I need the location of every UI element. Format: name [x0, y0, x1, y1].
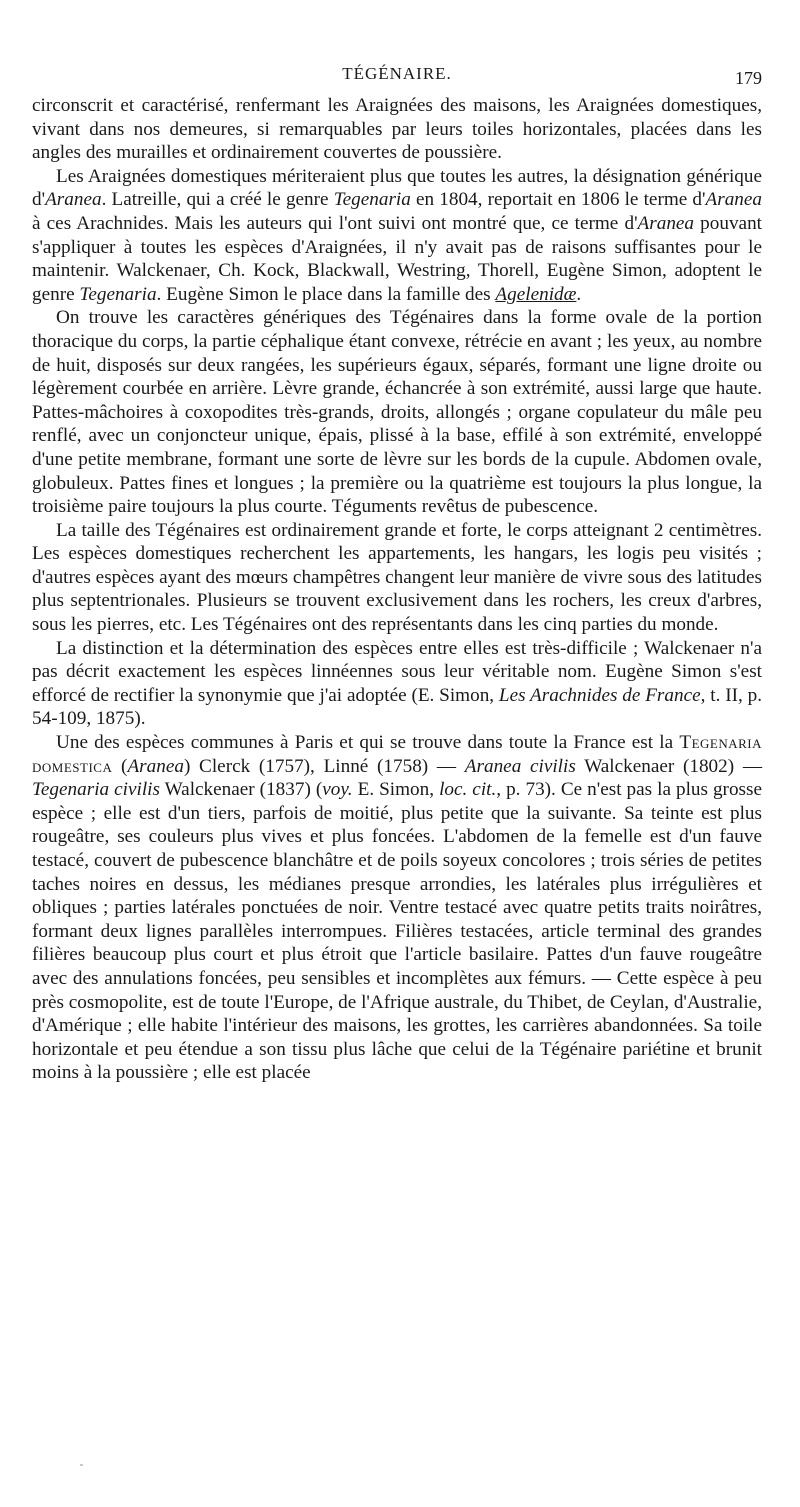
paragraph-5 [32, 731, 762, 1085]
text-segment: Tegenaria [333, 189, 411, 211]
text-segment: Walckenaer (1837) ( [159, 779, 323, 801]
paragraph-2 [32, 306, 762, 518]
text-segment: Walckenaer (1802) — [575, 755, 763, 777]
text-segment: Les Arachnides de France [498, 684, 701, 706]
text-segment: Tegenaria domestica [32, 732, 762, 777]
text-segment: Une des espèces communes à Paris et qui se trouve dans toute la France est la [56, 732, 680, 754]
text-segment: La distinction et la détermination des espèces entre elles est très-difficile ; Walckenaer n'a pas décrit exactement les espèces linnéennes sous leur véritable nom. Eugène Simon s'est efforcé de rectifier la synonymie que j'ai adoptée (E. Simon, [32, 637, 762, 706]
page-header [32, 62, 762, 94]
text-segment: , p. 73). Ce n'est pas la plus grosse espèce ; elle est d'un tiers, parfois de moitié, plus petite que la suivante. Sa teinte est plus rougeâtre, ses couleurs plus vives et plus foncées. L'abdomen de la femelle est d'un fauve testacé, couvert de pubescence blanchâtre et de poils soyeux concolores ; trois séries de petites taches noires en dessus, les médianes presque arrondies, les latérales plus irrégulières et obliques ; parties latérales ponctuées de noir. Ventre testacé avec quatre petits traits noirâtres, formant deux lignes parallèles interrompues. Filières testacées, article terminal des grandes filières beaucoup plus court et plus étroit que l'article basilaire. Pattes d'un fauve rougeâtre avec des annulations foncées, peu sensibles et incomplètes aux fémurs. — Cette espèce à peu près cosmopolite, est de toute l'Europe, de l'Afrique australe, du Thibet, de Ceylan, d'Australie, d'Amérique ; elle habite l'intérieur des maisons, les grottes, les carrières abandonnées. Sa toile horizontale et peu étendue a son tissu plus lâche que celui de la Tégénaire pariétine et brunit moins à la poussière ; elle est placée [32, 779, 762, 1084]
paragraph-1 [32, 165, 762, 307]
body-text [32, 94, 762, 1085]
text-segment: Tegenaria civilis [32, 779, 160, 801]
text-segment: E. Simon, [352, 779, 440, 801]
scan-artifact-line [80, 1464, 740, 1466]
text-segment: , t. II, p. 54-109, 1875). [32, 684, 762, 730]
text-segment: voy. [322, 779, 353, 801]
text-segment: circonscrit et caractérisé, renfermant les Araignées des maisons, les Araignées domestiques, vivant dans nos demeures, si remarquables par leurs toiles horizontales, placées dans les angles des murailles et ordinairement couvertes de poussière. [32, 95, 762, 164]
text-segment: Aranea [705, 189, 762, 211]
text-segment: La taille des Tégénaires est ordinairement grande et forte, le corps atteignant 2 centimètres. Les espèces domestiques recherchent les appartements, les hangars, les logis peu visités ; d'autres espèces ayant des mœurs champêtres changent leur manière de vivre sous des latitudes plus septentrionales. Plusieurs se trouvent exclusivement dans les rochers, les creux d'arbres, sous les pierres, etc. Les Tégénaires ont des représentants dans les cinq parties du monde. [32, 519, 762, 636]
text-segment: Les Araignées domestiques mériteraient plus que toutes les autres, la désignation générique d' [32, 165, 762, 211]
text-segment: ( [112, 755, 128, 777]
text-segment: Aranea [637, 212, 695, 234]
paragraph-3 [32, 519, 762, 637]
text-segment: à ces Arachnides. Mais les auteurs qui l'ont suivi ont montré que, ce terme d' [32, 212, 638, 234]
text-segment: Aranea civilis [464, 755, 576, 777]
text-segment: en 1804, reportait en 1806 le terme d' [410, 189, 706, 211]
text-segment: pouvant s'appliquer à toutes les espèces d'Araignées, il n'y avait pas de raisons suffisantes pour le maintenir. Walckenaer, Ch. Kock, Blackwall, Westring, Thorell, Eugène Simon, adoptent le genre [32, 212, 762, 305]
text-segment: Agelenidæ [495, 283, 577, 305]
text-segment: . Latreille, qui a créé le genre [101, 189, 334, 211]
paragraph-4 [32, 637, 762, 731]
text-segment: . Eugène Simon le place dans la famille des [156, 283, 496, 305]
book-page [32, 62, 762, 1085]
paragraph-0 [32, 94, 762, 165]
text-segment: Tegenaria [79, 283, 157, 305]
text-segment: ) Clerck (1757), Linné (1758) — [183, 755, 465, 777]
text-segment: Aranea [127, 755, 184, 777]
text-segment: On trouve les caractères génériques des Tégénaires dans la forme ovale de la portion thoracique du corps, la partie céphalique étant convexe, rétrécie en avant ; les yeux, au nombre de huit, disposés sur deux rangées, les supérieurs égaux, séparés, formant une ligne droite ou légèrement courbée en arrière. Lèvre grande, échancrée à son extrémité, aussi large que haute. Pattes-mâchoires à coxopodites très-grands, droits, allongés ; organe copulateur du mâle peu renflé, avec un conjoncteur unique, épais, plissé à la base, effilé à son extrémité, enveloppé d'une petite membrane, formant une sorte de lèvre sur les bords de la cupule. Abdomen ovale, globuleux. Pattes fines et longues ; la première ou la quatrième est toujours la plus longue, la troisième paire toujours la plus courte. Téguments revêtus de pubescence. [32, 307, 762, 518]
text-segment: . [576, 283, 582, 305]
page-number: 179 [735, 68, 762, 88]
text-segment: loc. cit. [439, 779, 497, 801]
text-segment: Aranea [45, 189, 102, 211]
running-head: TÉGÉNAIRE. [342, 64, 452, 83]
